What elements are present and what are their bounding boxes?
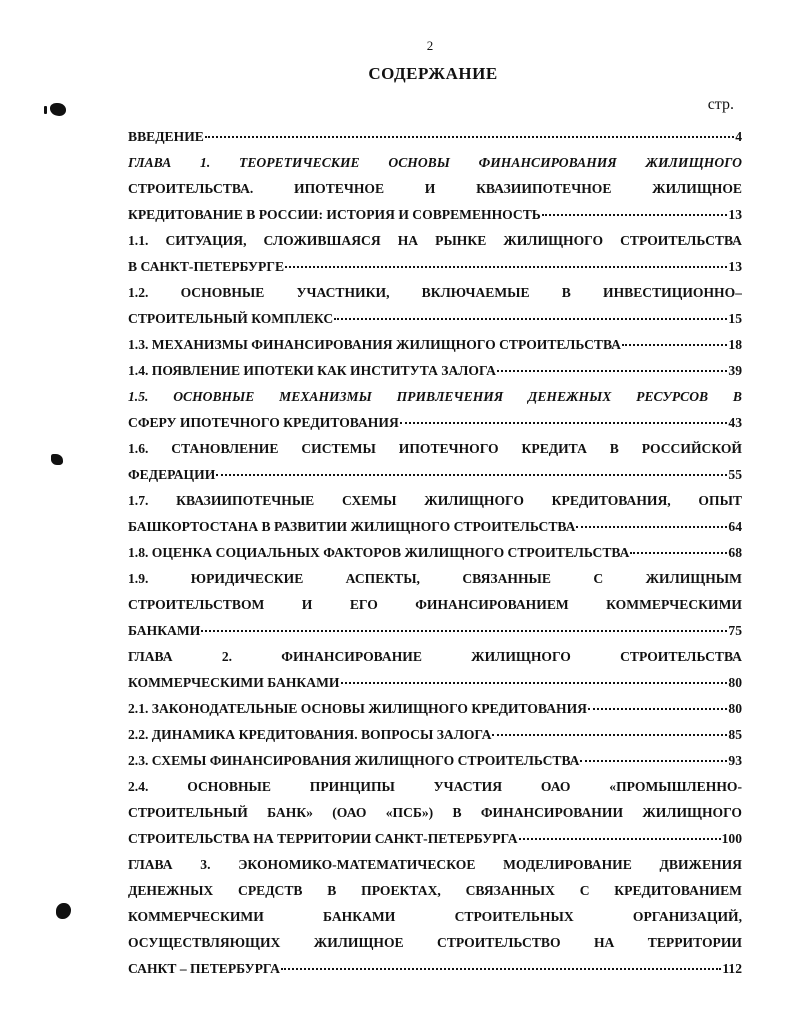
toc-entry-line: КОММЕРЧЕСКИМИ БАНКАМИ СТРОИТЕЛЬНЫХ ОРГАНИЗАЦИЙ, — [128, 909, 742, 924]
toc-entry-line: ОСУЩЕСТВЛЯЮЩИХ ЖИЛИЩНОЕ СТРОИТЕЛЬСТВО НА ТЕРРИТОРИИ — [128, 935, 742, 950]
dot-leader — [622, 344, 727, 346]
toc-entry-title: КРЕДИТОВАНИЕ В РОССИИ: ИСТОРИЯ И СОВРЕМЕННОСТЬ — [128, 207, 541, 222]
toc-entry-line: СТРОИТЕЛЬСТВА. ИПОТЕЧНОЕ И КВАЗИИПОТЕЧНОЕ ЖИЛИЩНОЕ — [128, 181, 742, 196]
toc-entry-title: ФЕДЕРАЦИИ — [128, 467, 216, 482]
toc-page-number: 15 — [728, 311, 742, 326]
toc-page-number: 64 — [728, 519, 742, 534]
toc-entry-last-line — [128, 358, 742, 384]
toc-entry-line: 1.2. ОСНОВНЫЕ УЧАСТНИКИ, ВКЛЮЧАЕМЫЕ В ИНВЕСТИЦИОННО– — [128, 285, 742, 300]
toc-entry-last-line — [128, 618, 742, 644]
toc-entry-last-line — [128, 696, 742, 722]
toc-page-number: 13 — [728, 207, 742, 222]
ink-blot-mark — [51, 454, 63, 465]
toc-entry-line: СТРОИТЕЛЬНЫЙ БАНК» (ОАО «ПСБ») В ФИНАНСИРОВАНИИ ЖИЛИЩНОГО — [128, 805, 742, 820]
toc-entry — [128, 488, 742, 540]
toc-entry-title: 1.8. ОЦЕНКА СОЦИАЛЬНЫХ ФАКТОРОВ ЖИЛИЩНОГО СТРОИТЕЛЬСТВА — [128, 545, 630, 560]
dot-leader — [334, 318, 727, 320]
toc-entry-last-line — [128, 332, 742, 358]
toc-entry — [128, 774, 742, 852]
ink-blot-mark — [44, 106, 47, 114]
toc-entry-last-line — [128, 670, 742, 696]
dot-leader — [580, 760, 727, 762]
toc-page-number: 68 — [728, 545, 742, 560]
toc-entry-last-line — [128, 722, 742, 748]
toc-page-number: 93 — [728, 753, 742, 768]
toc-page-number: 39 — [728, 363, 742, 378]
toc-entry — [128, 644, 742, 696]
toc-entry-title: 2.3. СХЕМЫ ФИНАНСИРОВАНИЯ ЖИЛИЩНОГО СТРОИТЕЛЬСТВА — [128, 753, 580, 768]
toc-entry — [128, 280, 742, 332]
toc-page-number: 85 — [728, 727, 742, 742]
dot-leader — [492, 734, 727, 736]
toc-page-number: 80 — [728, 675, 742, 690]
toc-entry-last-line — [128, 254, 742, 280]
toc-entry — [128, 540, 742, 566]
dot-leader — [497, 370, 727, 372]
toc-entry-last-line — [128, 410, 742, 436]
dot-leader — [201, 630, 727, 632]
toc-entry-last-line — [128, 124, 742, 150]
toc-entry-last-line — [128, 202, 742, 228]
toc-page-number: 100 — [721, 831, 742, 846]
toc-entry-title: САНКТ – ПЕТЕРБУРГА — [128, 961, 280, 976]
toc-page-number: 4 — [735, 129, 742, 144]
dot-leader — [630, 552, 727, 554]
toc-entry-line: ДЕНЕЖНЫХ СРЕДСТВ В ПРОЕКТАХ, СВЯЗАННЫХ С КРЕДИТОВАНИЕМ — [128, 883, 742, 898]
toc-entry-title: 1.4. ПОЯВЛЕНИЕ ИПОТЕКИ КАК ИНСТИТУТА ЗАЛОГА — [128, 363, 496, 378]
toc-entry-title: 1.3. МЕХАНИЗМЫ ФИНАНСИРОВАНИЯ ЖИЛИЩНОГО СТРОИТЕЛЬСТВА — [128, 337, 621, 352]
toc-entry-title: 2.2. ДИНАМИКА КРЕДИТОВАНИЯ. ВОПРОСЫ ЗАЛОГА — [128, 727, 492, 742]
toc-entry-title: БАНКАМИ — [128, 623, 201, 638]
table-of-contents — [128, 124, 742, 982]
toc-page-number: 13 — [728, 259, 742, 274]
toc-entry-line: 1.9. ЮРИДИЧЕСКИЕ АСПЕКТЫ, СВЯЗАННЫЕ С ЖИЛИЩНЫМ — [128, 571, 742, 586]
toc-entry-title: СТРОИТЕЛЬСТВА НА ТЕРРИТОРИИ САНКТ-ПЕТЕРБУРГА — [128, 831, 518, 846]
dot-leader — [285, 266, 727, 268]
toc-entry-title: В САНКТ-ПЕТЕРБУРГЕ — [128, 259, 285, 274]
dot-leader — [576, 526, 727, 528]
toc-entry-last-line — [128, 826, 742, 852]
toc-page-number: 18 — [728, 337, 742, 352]
dot-leader — [400, 422, 728, 424]
toc-entry-line: ГЛАВА 2. ФИНАНСИРОВАНИЕ ЖИЛИЩНОГО СТРОИТЕЛЬСТВА — [128, 649, 742, 664]
toc-page-number: 112 — [722, 961, 742, 976]
toc-entry — [128, 124, 742, 150]
toc-page-number: 43 — [728, 415, 742, 430]
toc-entry — [128, 358, 742, 384]
toc-entry-title: ВВЕДЕНИЕ — [128, 129, 204, 144]
toc-entry-title: КОММЕРЧЕСКИМИ БАНКАМИ — [128, 675, 340, 690]
toc-entry-last-line — [128, 306, 742, 332]
toc-page-number: 55 — [728, 467, 742, 482]
toc-entry — [128, 566, 742, 644]
toc-entry — [128, 332, 742, 358]
page-number: 2 — [426, 38, 434, 53]
toc-entry-line: 1.5. ОСНОВНЫЕ МЕХАНИЗМЫ ПРИВЛЕЧЕНИЯ ДЕНЕЖНЫХ РЕСУРСОВ В — [128, 389, 742, 404]
toc-entry-title: СТРОИТЕЛЬНЫЙ КОМПЛЕКС — [128, 311, 334, 326]
toc-entry-title: БАШКОРТОСТАНА В РАЗВИТИИ ЖИЛИЩНОГО СТРОИТЕЛЬСТВА — [128, 519, 576, 534]
toc-page-number: 75 — [728, 623, 742, 638]
toc-entry-line: ГЛАВА 3. ЭКОНОМИКО-МАТЕМАТИЧЕСКОЕ МОДЕЛИРОВАНИЕ ДВИЖЕНИЯ — [128, 857, 742, 872]
toc-entry-title: 2.1. ЗАКОНОДАТЕЛЬНЫЕ ОСНОВЫ ЖИЛИЩНОГО КРЕДИТОВАНИЯ — [128, 701, 587, 716]
toc-entry-line: ГЛАВА 1. ТЕОРЕТИЧЕСКИЕ ОСНОВЫ ФИНАНСИРОВАНИЯ ЖИЛИЩНОГО — [128, 155, 742, 170]
dot-leader — [281, 968, 721, 970]
toc-entry-line: 1.6. СТАНОВЛЕНИЕ СИСТЕМЫ ИПОТЕЧНОГО КРЕДИТА В РОССИЙСКОЙ — [128, 441, 742, 456]
toc-entry — [128, 722, 742, 748]
dot-leader — [341, 682, 728, 684]
toc-entry-last-line — [128, 956, 742, 982]
dot-leader — [519, 838, 721, 840]
page-title: СОДЕРЖАНИЕ — [368, 64, 498, 83]
ink-blot-mark — [50, 103, 66, 116]
toc-entry-last-line — [128, 540, 742, 566]
ink-blot-mark — [56, 903, 71, 919]
toc-entry-line: 1.7. КВАЗИИПОТЕЧНЫЕ СХЕМЫ ЖИЛИЩНОГО КРЕДИТОВАНИЯ, ОПЫТ — [128, 493, 742, 508]
toc-entry — [128, 696, 742, 722]
toc-entry-last-line — [128, 462, 742, 488]
toc-entry — [128, 748, 742, 774]
toc-entry — [128, 436, 742, 488]
dot-leader — [588, 708, 727, 710]
toc-page-number: 80 — [728, 701, 742, 716]
toc-entry — [128, 150, 742, 228]
toc-entry — [128, 384, 742, 436]
toc-entry-line: 2.4. ОСНОВНЫЕ ПРИНЦИПЫ УЧАСТИЯ ОАО «ПРОМЫШЛЕННО- — [128, 779, 742, 794]
toc-entry-last-line — [128, 748, 742, 774]
toc-entry — [128, 852, 742, 982]
toc-entry-last-line — [128, 514, 742, 540]
toc-entry-title: СФЕРУ ИПОТЕЧНОГО КРЕДИТОВАНИЯ — [128, 415, 399, 430]
toc-entry-line: 1.1. СИТУАЦИЯ, СЛОЖИВШАЯСЯ НА РЫНКЕ ЖИЛИЩНОГО СТРОИТЕЛЬСТВА — [128, 233, 742, 248]
page-column-label: стр. — [707, 96, 734, 113]
toc-entry-line: СТРОИТЕЛЬСТВОМ И ЕГО ФИНАНСИРОВАНИЕМ КОММЕРЧЕСКИМИ — [128, 597, 742, 612]
toc-entry — [128, 228, 742, 280]
dot-leader — [205, 136, 734, 138]
dot-leader — [216, 474, 727, 476]
dot-leader — [542, 214, 728, 216]
